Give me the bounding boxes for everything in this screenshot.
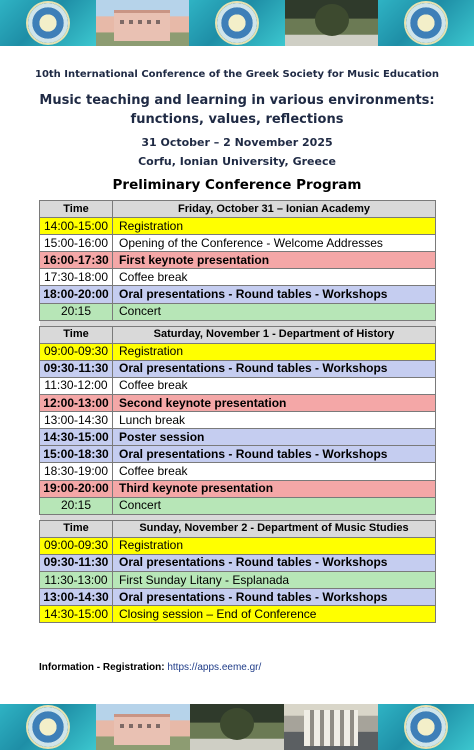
session-time: 15:00-16:00 [40, 235, 113, 252]
session-time: 15:00-18:30 [40, 446, 113, 463]
session-time: 20:15 [40, 497, 113, 514]
session-event: Registration [113, 343, 436, 360]
session-time: 12:00-13:00 [40, 395, 113, 412]
session-time: 17:30-18:00 [40, 269, 113, 286]
session-event: Oral presentations - Round tables - Workshops [113, 589, 436, 606]
day-header-row [40, 326, 436, 343]
session-time: 14:30-15:00 [40, 606, 113, 623]
session-event: Concert [113, 303, 436, 320]
conference-dates: 31 October – 2 November 2025 [141, 136, 333, 149]
conference-name: 10th International Conference of the Greek Society for Music Education [34, 69, 439, 80]
conference-title-line1: Music teaching and learning in various environments: [39, 93, 435, 108]
session-event: Oral presentations - Round tables - Workshops [113, 554, 436, 571]
session-event: Oral presentations - Round tables - Workshops [113, 360, 436, 377]
schedule-row [40, 589, 436, 606]
schedule-row [40, 269, 436, 286]
session-time: 09:00-09:30 [40, 537, 113, 554]
session-event: Closing session – End of Conference [113, 606, 436, 623]
schedule-row [40, 554, 436, 571]
schedule-row [40, 303, 436, 320]
schedule-row [40, 497, 436, 514]
schedule-row [40, 343, 436, 360]
session-event: First Sunday Litany - Esplanada [113, 571, 436, 588]
session-event: Third keynote presentation [113, 480, 436, 497]
registration-link[interactable]: https://apps.eeme.gr/ [167, 662, 262, 673]
session-event: Coffee break [113, 377, 436, 394]
session-time: 18:30-19:00 [40, 463, 113, 480]
schedule-row [40, 606, 436, 623]
session-time: 13:00-14:30 [40, 412, 113, 429]
day-header: Saturday, November 1 - Department of History [113, 326, 436, 343]
society-seal-icon [28, 707, 68, 747]
schedule-row [40, 446, 436, 463]
session-time: 09:30-11:30 [40, 554, 113, 571]
society-seal-tile [189, 0, 285, 46]
session-event: Registration [113, 537, 436, 554]
time-column-header: Time [40, 326, 113, 343]
society-seal-icon [406, 3, 446, 43]
info-line [39, 662, 261, 673]
garden-photo [285, 0, 379, 46]
session-time: 09:30-11:30 [40, 360, 113, 377]
day-header: Friday, October 31 – Ionian Academy [113, 201, 436, 218]
session-time: 11:30-13:00 [40, 571, 113, 588]
program-title: Preliminary Conference Program [112, 177, 362, 193]
schedule-row [40, 571, 436, 588]
session-event: Concert [113, 497, 436, 514]
schedule-row [40, 218, 436, 235]
program-table [39, 200, 436, 623]
session-time: 09:00-09:30 [40, 343, 113, 360]
society-seal-tile [378, 0, 474, 46]
society-seal-icon [28, 3, 68, 43]
schedule-row [40, 412, 436, 429]
time-column-header: Time [40, 520, 113, 537]
schedule-row [40, 395, 436, 412]
session-event: Second keynote presentation [113, 395, 436, 412]
session-event: Lunch break [113, 412, 436, 429]
session-event: First keynote presentation [113, 252, 436, 269]
session-time: 14:30-15:00 [40, 429, 113, 446]
society-seal-icon [217, 3, 257, 43]
session-time: 16:00-17:30 [40, 252, 113, 269]
schedule-row [40, 360, 436, 377]
session-event: Registration [113, 218, 436, 235]
society-seal-tile [378, 704, 474, 750]
time-column-header: Time [40, 201, 113, 218]
top-banner [0, 0, 474, 46]
session-event: Poster session [113, 429, 436, 446]
schedule-row [40, 429, 436, 446]
society-seal-icon [406, 707, 446, 747]
session-event: Coffee break [113, 463, 436, 480]
session-event: Opening of the Conference - Welcome Addresses [113, 235, 436, 252]
schedule-row [40, 463, 436, 480]
academy-photo [96, 704, 190, 750]
session-time: 11:30-12:00 [40, 377, 113, 394]
colonnade-photo [284, 704, 378, 750]
society-seal-tile [0, 704, 96, 750]
society-seal-tile [0, 0, 96, 46]
bottom-banner [0, 704, 474, 750]
session-time: 18:00-20:00 [40, 286, 113, 303]
info-label: Information - Registration: [39, 662, 165, 673]
schedule-row [40, 537, 436, 554]
academy-photo [96, 0, 190, 46]
session-time: 19:00-20:00 [40, 480, 113, 497]
session-time: 13:00-14:30 [40, 589, 113, 606]
garden-photo [190, 704, 284, 750]
schedule-row [40, 377, 436, 394]
session-time: 14:00-15:00 [40, 218, 113, 235]
session-event: Oral presentations - Round tables - Workshops [113, 446, 436, 463]
conference-title-line2: functions, values, reflections [130, 112, 344, 127]
day-header-row [40, 520, 436, 537]
session-time: 20:15 [40, 303, 113, 320]
schedule-row [40, 286, 436, 303]
schedule-row [40, 480, 436, 497]
conference-place: Corfu, Ionian University, Greece [138, 155, 336, 168]
schedule-row [40, 235, 436, 252]
schedule-row [40, 252, 436, 269]
session-event: Coffee break [113, 269, 436, 286]
day-header: Sunday, November 2 - Department of Music Studies [113, 520, 436, 537]
session-event: Oral presentations - Round tables - Workshops [113, 286, 436, 303]
day-header-row [40, 201, 436, 218]
